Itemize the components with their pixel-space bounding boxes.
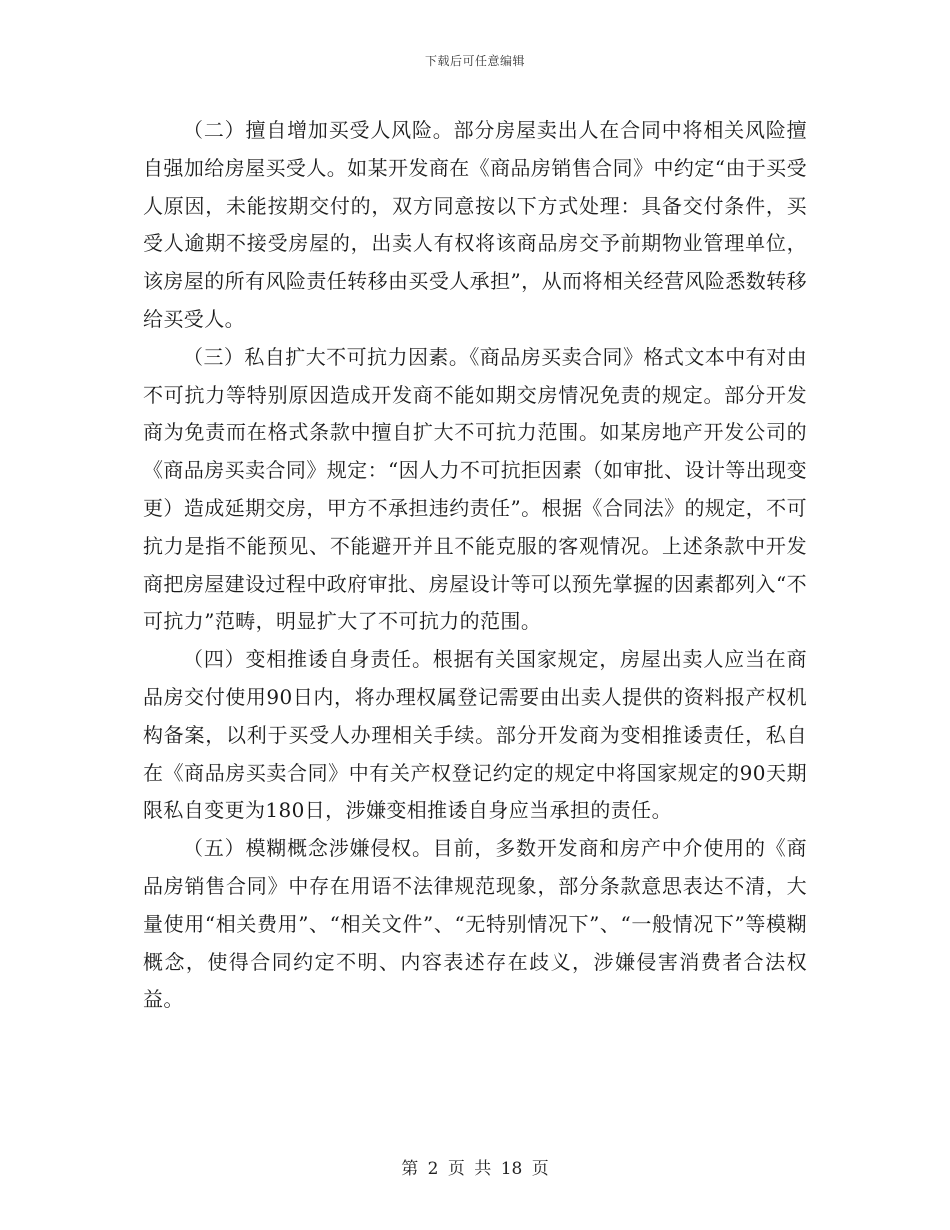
paragraph-4: （四）变相推诿自身责任。根据有关国家规定，房屋出卖人应当在商品房交付使用90日内，将办理权属登记需要由出卖人提供的资料报产权机构备案，以利于买受人办理相关手续。部分开发商为变相推诿责任，私自在《商品房买卖合同》中有关产权登记约定的规定中将国家规定的90天期限私自变更为180日，涉嫌变相推诿自身应当承担的责任。 bbox=[143, 647, 807, 823]
page-header: 下载后可任意编辑 bbox=[424, 54, 525, 68]
paragraph-3: （三）私自扩大不可抗力因素。《商品房买卖合同》格式文本中有对由不可抗力等特别原因造成开发商不能如期交房情况免责的规定。部分开发商为免责而在格式条款中擅自扩大不可抗力范围。如某房地产开发公司的《商品房买卖合同》规定：“因人力不可抗拒因素（如审批、设计等出现变更）造成延期交房，甲方不承担违约责任”。根据《合同法》的规定，不可抗力是指不能预见、不能避开并且不能克服的客观情况。上述条款中开发商把房屋建设过程中政府审批、房屋设计等可以预先掌握的因素都列入“不可抗力”范畴，明显扩大了不可抗力的范围。 bbox=[143, 344, 807, 634]
page-number-footer: 第 2 页 共 18 页 bbox=[401, 1159, 549, 1179]
document-body bbox=[143, 112, 807, 1019]
paragraph-2: （二）擅自增加买受人风险。部分房屋卖出人在合同中将相关风险擅自强加给房屋买受人。如某开发商在《商品房销售合同》中约定“由于买受人原因，未能按期交付的，双方同意按以下方式处理：具备交付条件，买受人逾期不接受房屋的，出卖人有权将该商品房交予前期物业管理单位，该房屋的所有风险责任转移由买受人承担”，从而将相关经营风险悉数转移给买受人。 bbox=[143, 118, 807, 331]
paragraph-5: （五）模糊概念涉嫌侵权。目前，多数开发商和房产中介使用的《商品房销售合同》中存在用语不法律规范现象，部分条款意思表达不清，大量使用“相关费用”、“相关文件”、“无特别情况下”、“一般情况下”等模糊概念，使得合同约定不明、内容表述存在歧义，涉嫌侵害消费者合法权益。 bbox=[143, 836, 807, 1012]
